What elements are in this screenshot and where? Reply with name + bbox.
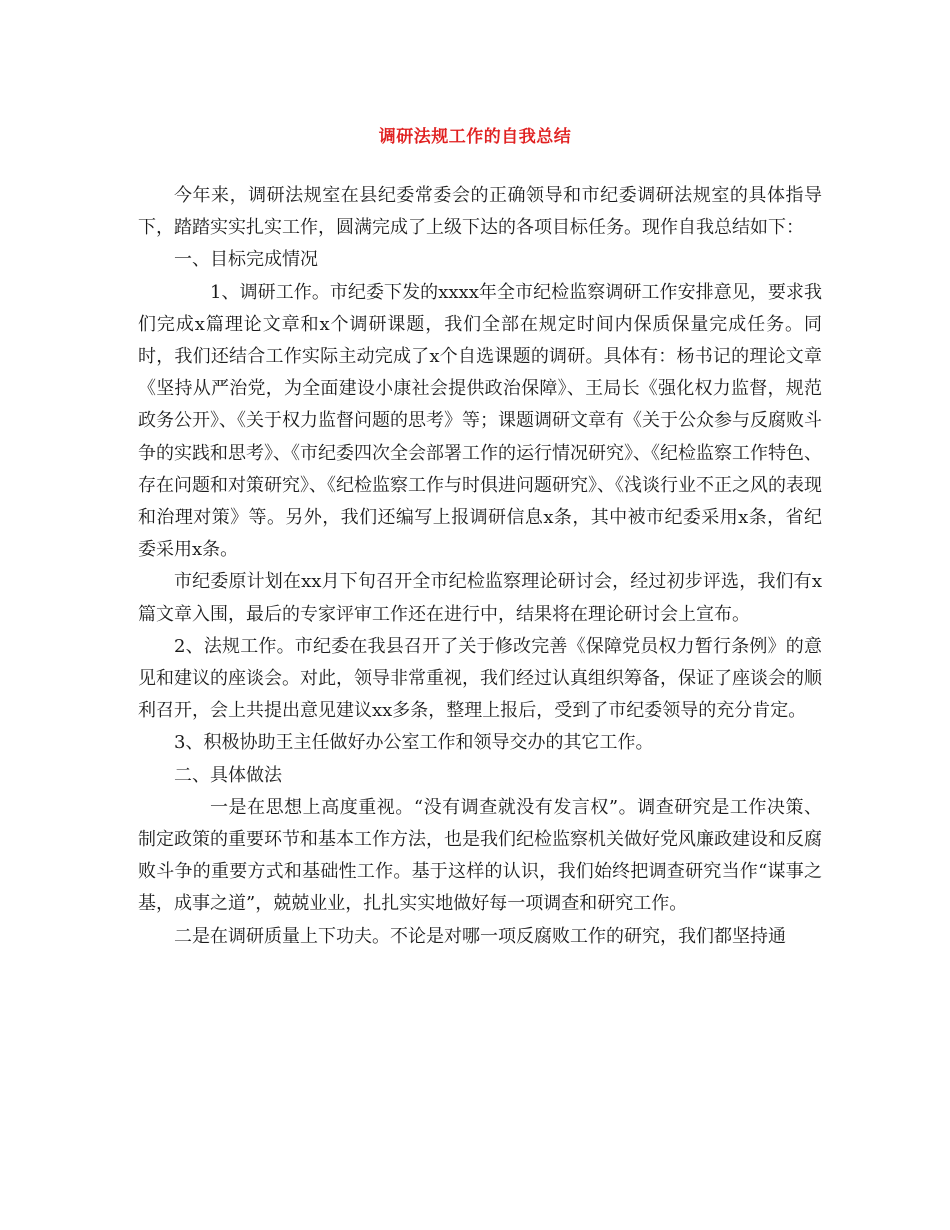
paragraph-intro: 今年来，调研法规室在县纪委常委会的正确领导和市纪委调研法规室的具体指导下，踏踏实实扎实工作，圆满完成了上级下达的各项目标任务。现作自我总结如下： [138,185,822,239]
paragraph-seminar: 市纪委原计划在xx月下旬召开全市纪检监察理论研讨会，经过初步评选，我们有x篇文章入围，最后的专家评审工作还在进行中，结果将在理论研讨会上宣布。 [138,571,822,625]
paragraph-approach-1: 一是在思想上高度重视。“没有调查就没有发言权”。调查研究是工作决策、制定政策的重要环节和基本工作方法，也是我们纪检监察机关做好党风廉政建设和反腐败斗争的重要方式和基础性工作。基于这样的认识，我们始终把调查研究当作“谋事之基，成事之道”，兢兢业业，扎扎实实地做好每一项调查和研究工作。 [138,796,822,915]
paragraph-research-work: 1、调研工作。市纪委下发的xxxx年全市纪检监察调研工作安排意见，要求我们完成x篇理论文章和x个调研课题，我们全部在规定时间内保质保量完成任务。同时，我们还结合工作实际主动完成了x个自选课题的调研。具体有：杨书记的理论文章《坚持从严治党，为全面建设小康社会提供政治保障》、王局长《强化权力监督，规范政务公开》、《关于权力监督问题的思考》等；课题调研文章有《关于公众参与反腐败斗争的实践和思考》、《市纪委四次全会部署工作的运行情况研究》、《纪检监察工作特色、存在问题和对策研究》、《纪检监察工作与时俱进问题研究》、《浅谈行业不正之风的表现和治理对策》等。另外，我们还编写上报调研信息x条，其中被市纪委采用x条，省纪委采用x条。 [138,281,822,561]
paragraph-office-work: 3、积极协助王主任做好办公室工作和领导交办的其它工作。 [174,732,654,754]
paragraph-regulation-work: 2、法规工作。市纪委在我县召开了关于修改完善《保障党员权力暂行条例》的意见和建议的座谈会。对此，领导非常重视，我们经过认真组织筹备，保证了座谈会的顺利召开，会上共提出意见建议xx多条，整理上报后，受到了市纪委领导的充分肯定。 [138,635,822,722]
document-body [138,180,822,953]
document-title: 调研法规工作的自我总结 [378,127,572,147]
heading-section-1: 一、目标完成情况 [174,249,318,271]
paragraph-approach-2: 二是在调研质量上下功夫。不论是对哪一项反腐败工作的研究，我们都坚持通 [174,925,786,947]
heading-section-2: 二、具体做法 [174,764,282,786]
